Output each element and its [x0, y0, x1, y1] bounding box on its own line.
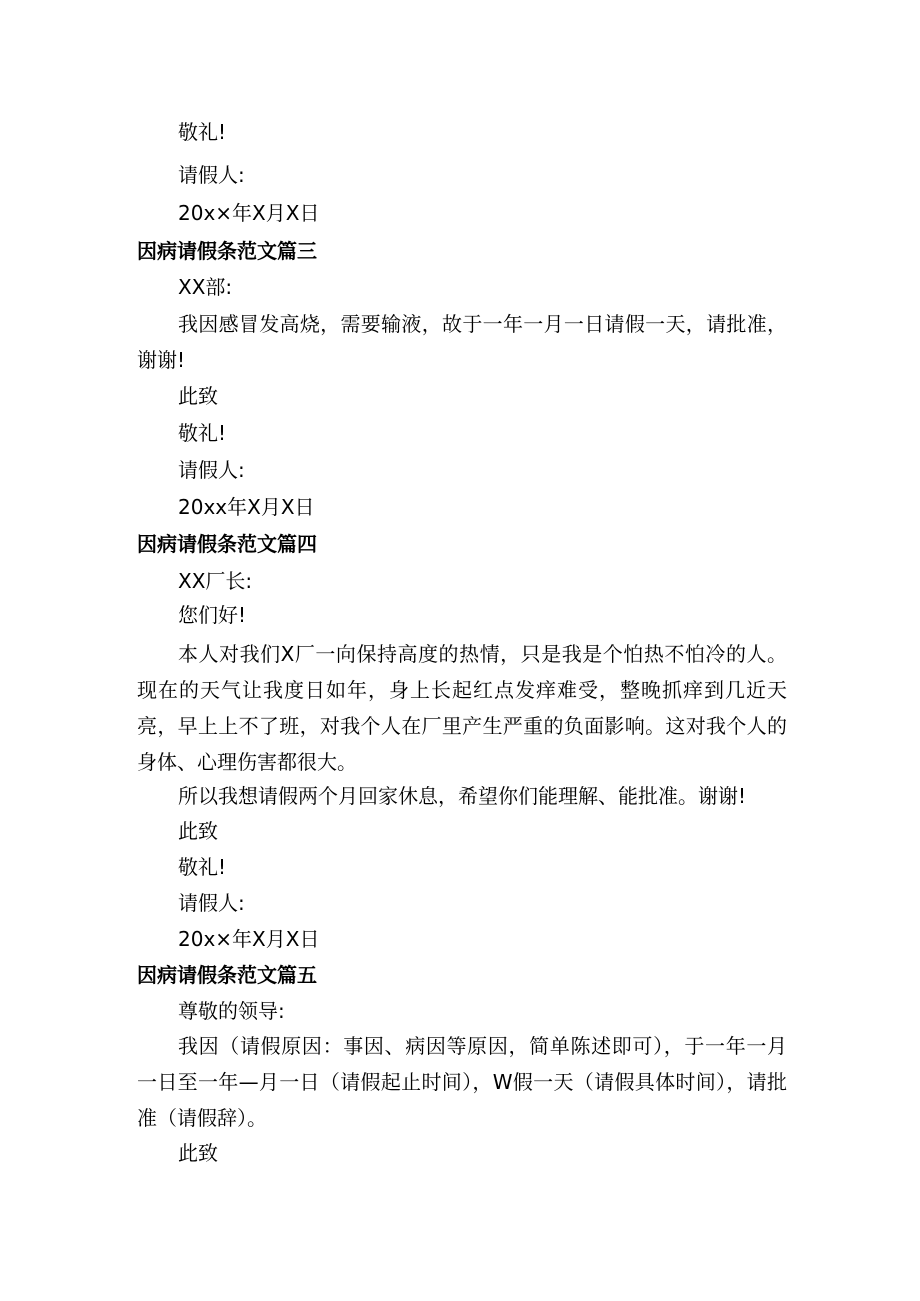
section-4-request: 所以我想请假两个月回家休息，希望你们能理解、能批准。谢谢! — [178, 784, 747, 808]
section-3-date: 20xx年X月X日 — [178, 495, 315, 519]
section-4-recipient: XX厂长: — [178, 569, 253, 593]
signer-label: 请假人: — [178, 163, 245, 187]
section-3-title: 因病请假条范文篇三 — [137, 239, 317, 263]
date-text: 20x×年X月X日 — [178, 201, 320, 225]
section-4-greeting: 您们好! — [178, 603, 247, 627]
section-4-date: 20x×年X月X日 — [178, 927, 320, 951]
section-5-title: 因病请假条范文篇五 — [137, 963, 317, 987]
section-4-closing: 此致 — [178, 819, 218, 843]
section-4-title: 因病请假条范文篇四 — [137, 532, 317, 556]
section-3-body: 我因感冒发高烧，需要输液，故于一年一月一日请假一天，请批准，谢谢! — [137, 312, 787, 372]
regards-text: 敬礼! — [178, 120, 227, 144]
section-5-recipient: 尊敬的领导: — [178, 999, 285, 1023]
section-3-closing: 此致 — [178, 384, 218, 408]
section-3-recipient: XX部: — [178, 275, 233, 299]
section-4-signer: 请假人: — [178, 891, 245, 915]
section-4-regards: 敬礼! — [178, 855, 227, 879]
section-5-closing: 此致 — [178, 1141, 218, 1165]
section-4-body: 本人对我们X厂一向保持高度的热情，只是我是个怕热不怕冷的人。现在的天气让我度日如年，身上长起红点发痒难受，整晚抓痒到几近天亮，早上上不了班，对我个人在厂里产生严重的负面影响。这对我个人的身体、心理伤害都很大。 — [137, 642, 787, 774]
section-5-body: 我因（请假原因：事因、病因等原因，简单陈述即可），于一年一月一日至一年—月一日（请假起止时间），W假一天（请假具体时间），请批准（请假辞）。 — [137, 1034, 787, 1130]
section-3-signer: 请假人: — [178, 458, 245, 482]
section-3-regards: 敬礼! — [178, 421, 227, 445]
